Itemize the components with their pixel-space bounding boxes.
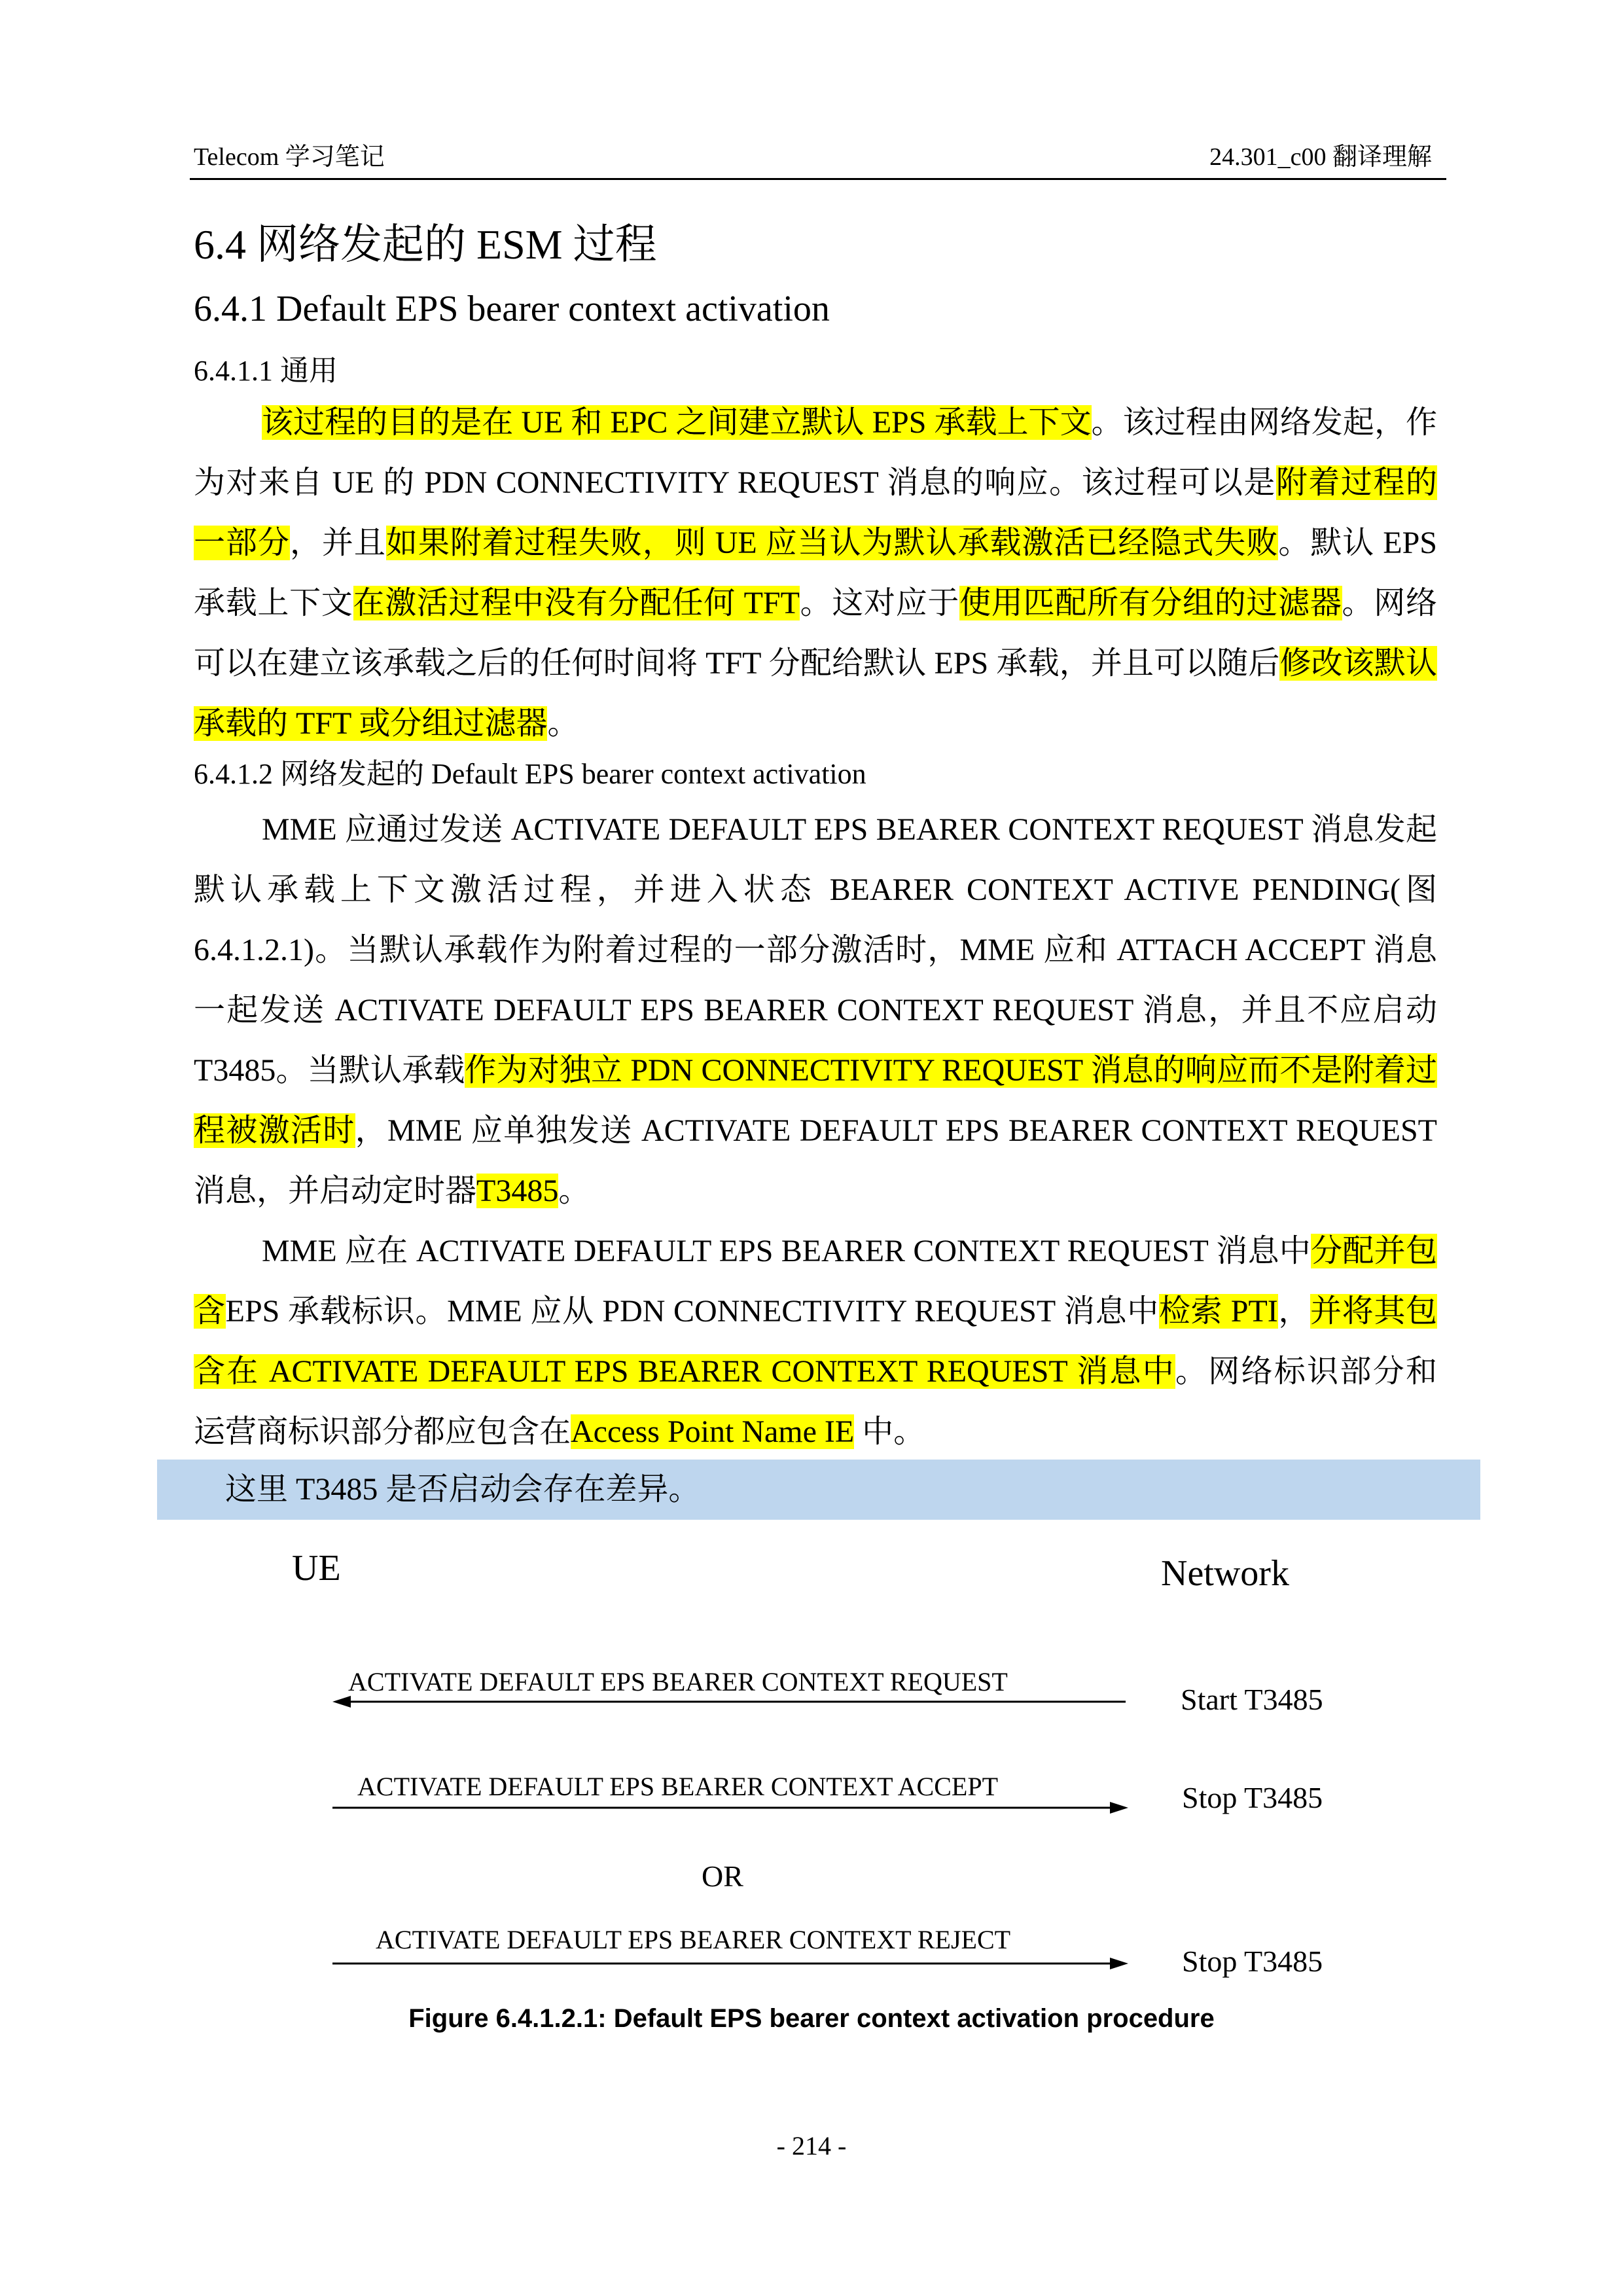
- highlight: 如果附着过程失败，则 UE 应当认为默认承载激活已经隐式失败: [385, 526, 1279, 560]
- initiation-paragraph-2: MME 应在 ACTIVATE DEFAULT EPS BEARER CONTEXT REQUEST 消息中分配并包含EPS 承载标识。MME 应从 PDN CONNECTIVITY REQUEST 消息中检索 PTI，并将其包含在 ACTIVATE DEFAULT EPS BEARER CONTEXT REQUEST 消息中。网络标识部分和运营商标识部分都应包含在Access Point Name IE 中。: [194, 1234, 1437, 1449]
- highlight: 修改该默认承载的 TFT 或分组过滤器: [194, 646, 1437, 741]
- msg-reject-label: ACTIVATE DEFAULT EPS BEARER CONTEXT REJECT: [376, 1925, 1011, 1954]
- highlight: 该过程的目的是在 UE 和 EPC 之间建立默认 EPS 承载上下文: [262, 405, 1092, 440]
- page-number: - 214 -: [776, 2131, 847, 2161]
- arrow-accept: [332, 1802, 1128, 1814]
- timer-stop-label: Stop T3485: [1182, 1945, 1323, 1978]
- arrow-request: [332, 1696, 1126, 1708]
- general-paragraph: 该过程的目的是在 UE 和 EPC 之间建立默认 EPS 承载上下文。该过程由网络发起，作为对来自 UE 的 PDN CONNECTIVITY REQUEST 消息的响应。该过程可以是附着过程的一部分，并且如果附着过程失败，则 UE 应当认为默认承载激活已经隐式失败。默认 EPS 承载上下文在激活过程中没有分配任何 TFT。这对应于使用匹配所有分组的过滤器。网络可以在建立该承载之后的任何时间将 TFT 分配给默认 EPS 承载，并且可以随后修改该默认承载的 TFT 或分组过滤器。: [194, 405, 1437, 741]
- section-subtitle: 6.4.1 Default EPS bearer context activation: [194, 289, 830, 329]
- header-left: Telecom 学习笔记: [194, 143, 385, 171]
- highlight: Access Point Name IE: [571, 1414, 855, 1449]
- highlight: 使用匹配所有分组的过滤器: [959, 586, 1342, 620]
- header-right: 24.301_c00 翻译理解: [1209, 143, 1432, 171]
- highlight: 作为对独立 PDN CONNECTIVITY REQUEST 消息的响应而不是附着过程被激活时: [194, 1053, 1437, 1148]
- or-label: OR: [702, 1859, 743, 1893]
- initiation-heading: 6.4.1.2 网络发起的 Default EPS bearer context activation: [194, 758, 866, 790]
- note-text: 这里 T3485 是否启动会存在差异。: [225, 1472, 700, 1507]
- arrow-reject: [332, 1958, 1128, 1969]
- highlight: 并将其包含在 ACTIVATE DEFAULT EPS BEARER CONTEXT REQUEST 消息中: [194, 1294, 1437, 1389]
- initiation-paragraph-1: MME 应通过发送 ACTIVATE DEFAULT EPS BEARER CONTEXT REQUEST 消息发起默认承载上下文激活过程，并进入状态 BEARER CONTEXT ACTIVE PENDING(图 6.4.1.2.1)。当默认承载作为附着过程的一部分激活时，MME 应和 ATTACH ACCEPT 消息一起发送 ACTIVATE DEFAULT EPS BEARER CONTEXT REQUEST 消息，并且不应启动 T3485。当默认承载作为对独立 PDN CONNECTIVITY REQUEST 消息的响应而不是附着过程被激活时，MME 应单独发送 ACTIVATE DEFAULT EPS BEARER CONTEXT REQUEST 消息，并启动定时器T3485。: [194, 812, 1437, 1208]
- ue-label: UE: [292, 1548, 341, 1588]
- timer-stop-label: Stop T3485: [1182, 1781, 1323, 1814]
- highlight: 附着过程的一部分: [194, 465, 1437, 560]
- highlight: 分配并包含: [194, 1234, 1437, 1329]
- highlight: 在激活过程中没有分配任何 TFT: [353, 586, 800, 620]
- msg-request-label: ACTIVATE DEFAULT EPS BEARER CONTEXT REQUEST: [348, 1667, 1008, 1696]
- highlight: 检索 PTI: [1158, 1294, 1278, 1329]
- general-heading: 6.4.1.1 通用: [194, 355, 338, 387]
- highlight: T3485: [476, 1174, 559, 1208]
- figure-caption: Figure 6.4.1.2.1: Default EPS bearer context activation procedure: [408, 2004, 1215, 2033]
- msg-accept-label: ACTIVATE DEFAULT EPS BEARER CONTEXT ACCEPT: [357, 1772, 999, 1801]
- network-label: Network: [1161, 1553, 1289, 1594]
- section-title: 6.4 网络发起的 ESM 过程: [194, 221, 657, 268]
- timer-start-label: Start T3485: [1181, 1683, 1323, 1716]
